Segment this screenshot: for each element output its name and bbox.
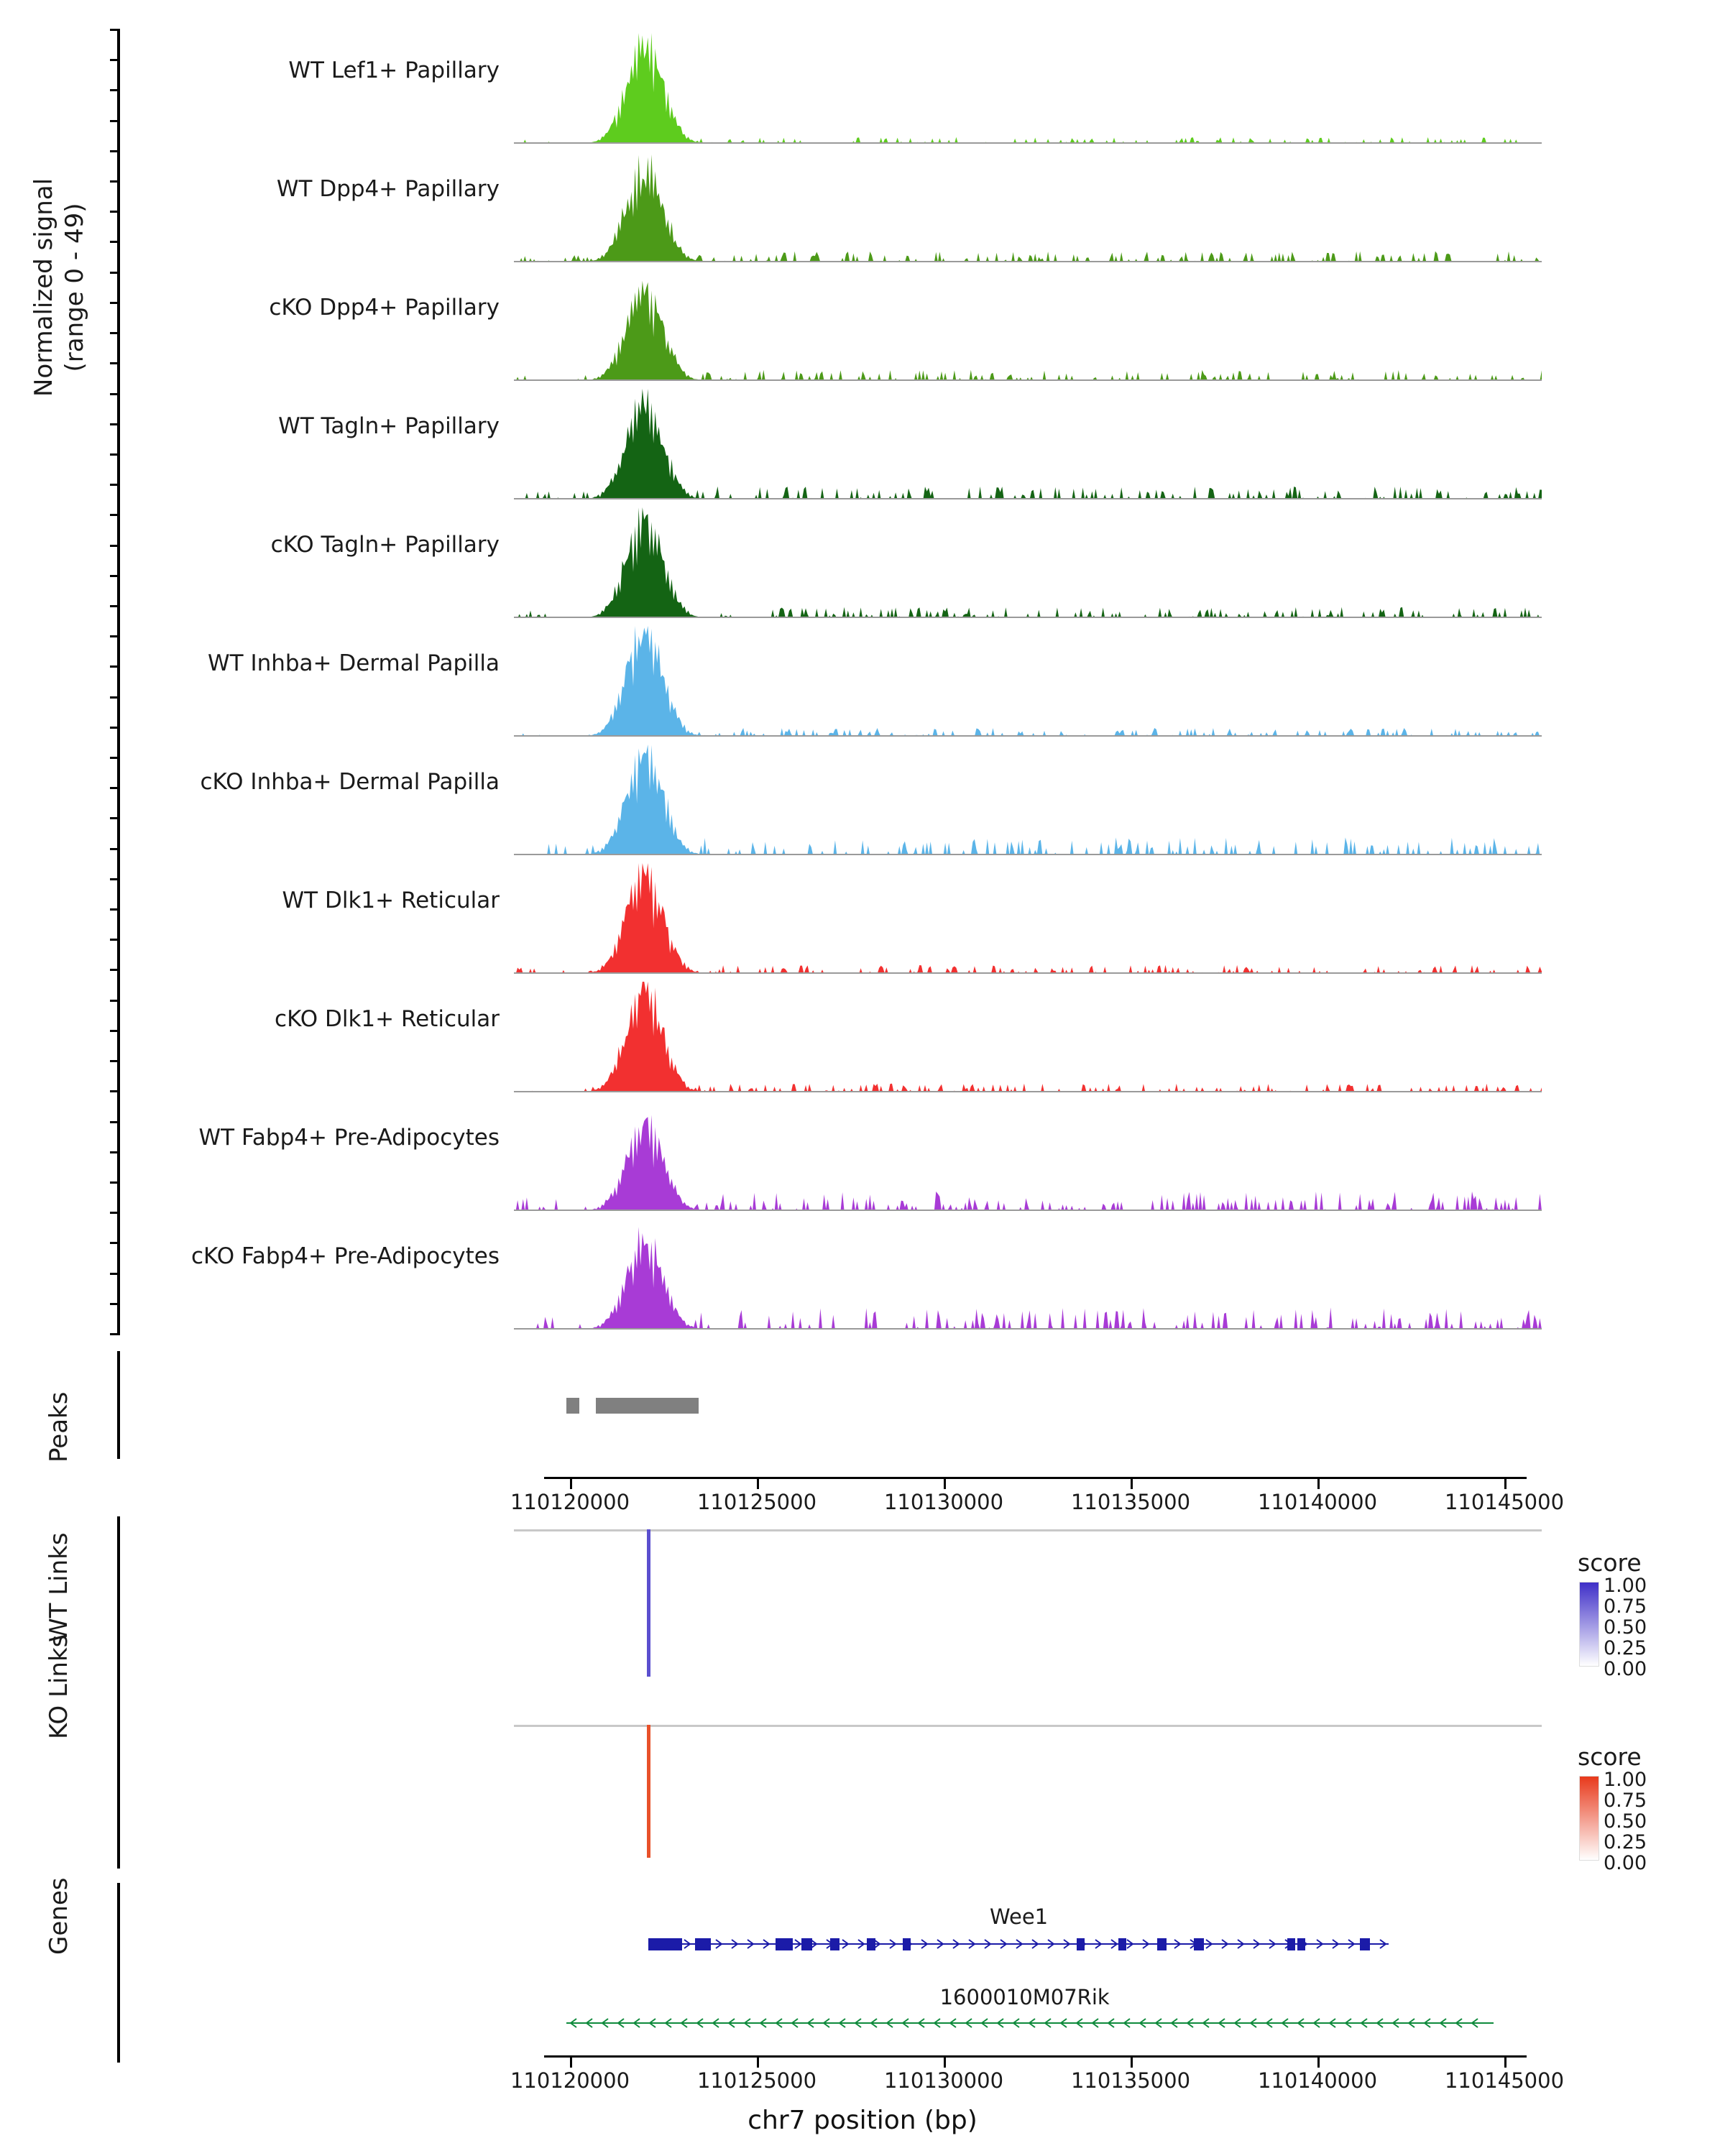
x-axis-tick-label: 110130000 bbox=[883, 2068, 1004, 2093]
ko-links-legend bbox=[1578, 1743, 1647, 1874]
peaks-panel-label: Peaks bbox=[45, 1391, 73, 1462]
coverage-track bbox=[0, 622, 1725, 737]
legend-color-ramp bbox=[1579, 1776, 1599, 1861]
coverage-track bbox=[0, 266, 1725, 381]
coverage-axis-tick bbox=[110, 1212, 120, 1214]
y-axis-label-line2: (range 0 - 49) bbox=[60, 203, 89, 372]
coverage-track bbox=[0, 147, 1725, 262]
coverage-track-label: WT Inhba+ Dermal Papilla bbox=[208, 650, 500, 676]
y-axis-label-line1: Normalized signal bbox=[29, 178, 58, 397]
ko-links-panel-spine bbox=[117, 1613, 120, 1869]
x-axis-tick-label: 110145000 bbox=[1444, 2068, 1565, 2093]
legend-tick-label: 0.75 bbox=[1604, 1595, 1647, 1618]
legend-tick-label: 0.75 bbox=[1604, 1789, 1647, 1812]
coverage-axis-tick bbox=[110, 1333, 120, 1335]
coverage-track-label: cKO Dlk1+ Reticular bbox=[275, 1006, 500, 1032]
gene-exon bbox=[1297, 1938, 1305, 1950]
gene-exon bbox=[867, 1938, 876, 1950]
coverage-track-plot bbox=[514, 266, 1542, 381]
track-baseline bbox=[514, 617, 1542, 618]
coverage-track bbox=[0, 384, 1725, 499]
x-axis-tick-label: 110130000 bbox=[883, 1490, 1004, 1514]
coverage-track bbox=[0, 29, 1725, 144]
gene-exon bbox=[1194, 1938, 1204, 1950]
track-baseline bbox=[514, 498, 1542, 499]
legend-tick-labels bbox=[1604, 1769, 1704, 1874]
legend-title: score bbox=[1578, 1743, 1642, 1771]
track-baseline bbox=[514, 854, 1542, 855]
legend-tick-label: 0.25 bbox=[1604, 1637, 1647, 1659]
coverage-track-label: cKO Dpp4+ Papillary bbox=[269, 295, 500, 321]
x-axis-tick bbox=[944, 2058, 946, 2068]
x-axis-tick bbox=[1504, 2058, 1506, 2068]
legend-tick-label: 0.50 bbox=[1604, 1810, 1647, 1833]
coverage-track-plot bbox=[514, 740, 1542, 855]
gene-exon bbox=[648, 1938, 682, 1950]
track-baseline bbox=[514, 1328, 1542, 1330]
wt-links-legend bbox=[1578, 1549, 1647, 1680]
x-axis-tick bbox=[757, 2058, 759, 2068]
track-baseline bbox=[514, 1210, 1542, 1211]
coverage-track-label: cKO Fabp4+ Pre-Adipocytes bbox=[191, 1243, 500, 1269]
x-axis-tick-label: 110120000 bbox=[510, 1490, 630, 1514]
x-axis-tick bbox=[1504, 1479, 1506, 1489]
x-axis-tick-label: 110135000 bbox=[1070, 2068, 1191, 2093]
x-axis-tick-label: 110140000 bbox=[1257, 1490, 1378, 1514]
coverage-track-plot bbox=[514, 29, 1542, 144]
coverage-track bbox=[0, 859, 1725, 974]
x-axis-tick-label: 110125000 bbox=[696, 1490, 817, 1514]
gene-exon bbox=[783, 1938, 793, 1950]
gene-exon bbox=[695, 1938, 711, 1950]
x-axis-tick bbox=[1131, 2058, 1133, 2068]
legend-tick-label: 0.00 bbox=[1604, 1852, 1647, 1874]
gene-exon bbox=[1077, 1938, 1085, 1950]
peak-region[interactable] bbox=[566, 1398, 579, 1414]
coverage-track-label: WT Dpp4+ Papillary bbox=[276, 176, 500, 202]
legend-tick-label: 1.00 bbox=[1604, 1769, 1647, 1791]
coverage-track-label: WT Lef1+ Papillary bbox=[288, 57, 500, 83]
coverage-track-label: WT Tagln+ Papillary bbox=[278, 413, 500, 439]
peak-region[interactable] bbox=[596, 1398, 699, 1414]
coverage-track bbox=[0, 740, 1725, 855]
legend-tick-label: 1.00 bbox=[1604, 1575, 1647, 1597]
coverage-track-plot bbox=[514, 503, 1542, 618]
wt-links-panel-label: WT Links bbox=[45, 1532, 73, 1642]
coverage-track-label: WT Dlk1+ Reticular bbox=[282, 888, 500, 913]
legend-tick-label: 0.50 bbox=[1604, 1616, 1647, 1639]
track-baseline bbox=[514, 735, 1542, 737]
x-axis-tick bbox=[1317, 1479, 1320, 1489]
gene-exon bbox=[1360, 1938, 1370, 1950]
peaks-panel-spine bbox=[117, 1351, 120, 1459]
gene-exon bbox=[830, 1938, 840, 1950]
wt-links-top-rule bbox=[514, 1529, 1542, 1531]
track-baseline bbox=[514, 972, 1542, 974]
gene-exon bbox=[1157, 1938, 1167, 1950]
coverage-track bbox=[0, 1215, 1725, 1330]
gene-row[interactable] bbox=[566, 2012, 1494, 2034]
coverage-track-plot bbox=[514, 977, 1542, 1092]
legend-tick-label: 0.25 bbox=[1604, 1831, 1647, 1853]
legend-tick-label: 0.00 bbox=[1604, 1658, 1647, 1680]
genes-panel-spine bbox=[117, 1883, 120, 2063]
coverage-track-plot bbox=[514, 147, 1542, 262]
x-axis-tick bbox=[757, 1479, 759, 1489]
gene-label: Wee1 bbox=[990, 1904, 1049, 1929]
coverage-track-plot bbox=[514, 1096, 1542, 1211]
gene-row[interactable] bbox=[648, 1933, 1389, 1955]
ko-link[interactable] bbox=[647, 1725, 650, 1858]
track-baseline bbox=[514, 261, 1542, 262]
x-axis-tick-label: 110135000 bbox=[1070, 1490, 1191, 1514]
x-axis-tick bbox=[570, 1479, 572, 1489]
coverage-track-label: cKO Tagln+ Papillary bbox=[270, 532, 500, 558]
genes-panel-label: Genes bbox=[45, 1877, 73, 1955]
coverage-track-label: cKO Inhba+ Dermal Papilla bbox=[200, 769, 500, 795]
gene-exon bbox=[801, 1938, 811, 1950]
gene-label: 1600010M07Rik bbox=[939, 1985, 1110, 2009]
x-axis-line bbox=[544, 1477, 1527, 1479]
x-axis-tick bbox=[1317, 2058, 1320, 2068]
coverage-track-plot bbox=[514, 859, 1542, 974]
gene-exon bbox=[903, 1938, 911, 1950]
x-axis-tick-label: 110120000 bbox=[510, 2068, 630, 2093]
x-axis-tick-label: 110125000 bbox=[696, 2068, 817, 2093]
ko-links-top-rule bbox=[514, 1725, 1542, 1727]
x-axis-line bbox=[544, 2055, 1527, 2058]
x-axis-tick bbox=[944, 1479, 946, 1489]
coverage-track-plot bbox=[514, 622, 1542, 737]
coverage-track-plot bbox=[514, 384, 1542, 499]
ko-links-panel-label: KO Links bbox=[45, 1634, 73, 1739]
wt-link[interactable] bbox=[647, 1529, 650, 1677]
coverage-track bbox=[0, 503, 1725, 618]
x-axis-tick bbox=[570, 2058, 572, 2068]
gene-exon bbox=[1118, 1938, 1126, 1950]
coverage-track bbox=[0, 977, 1725, 1092]
x-axis-tick-label: 110140000 bbox=[1257, 2068, 1378, 2093]
track-baseline bbox=[514, 379, 1542, 381]
coverage-track-plot bbox=[514, 1215, 1542, 1330]
coverage-track bbox=[0, 1096, 1725, 1211]
x-axis-label: chr7 position (bp) bbox=[748, 2106, 978, 2135]
legend-title: score bbox=[1578, 1549, 1642, 1577]
track-baseline bbox=[514, 1091, 1542, 1092]
gene-exon bbox=[1287, 1938, 1295, 1950]
track-baseline bbox=[514, 142, 1542, 144]
legend-color-ramp bbox=[1579, 1582, 1599, 1667]
x-axis-tick bbox=[1131, 1479, 1133, 1489]
legend-tick-labels bbox=[1604, 1575, 1704, 1680]
coverage-track-label: WT Fabp4+ Pre-Adipocytes bbox=[198, 1125, 500, 1151]
x-axis-tick-label: 110145000 bbox=[1444, 1490, 1565, 1514]
